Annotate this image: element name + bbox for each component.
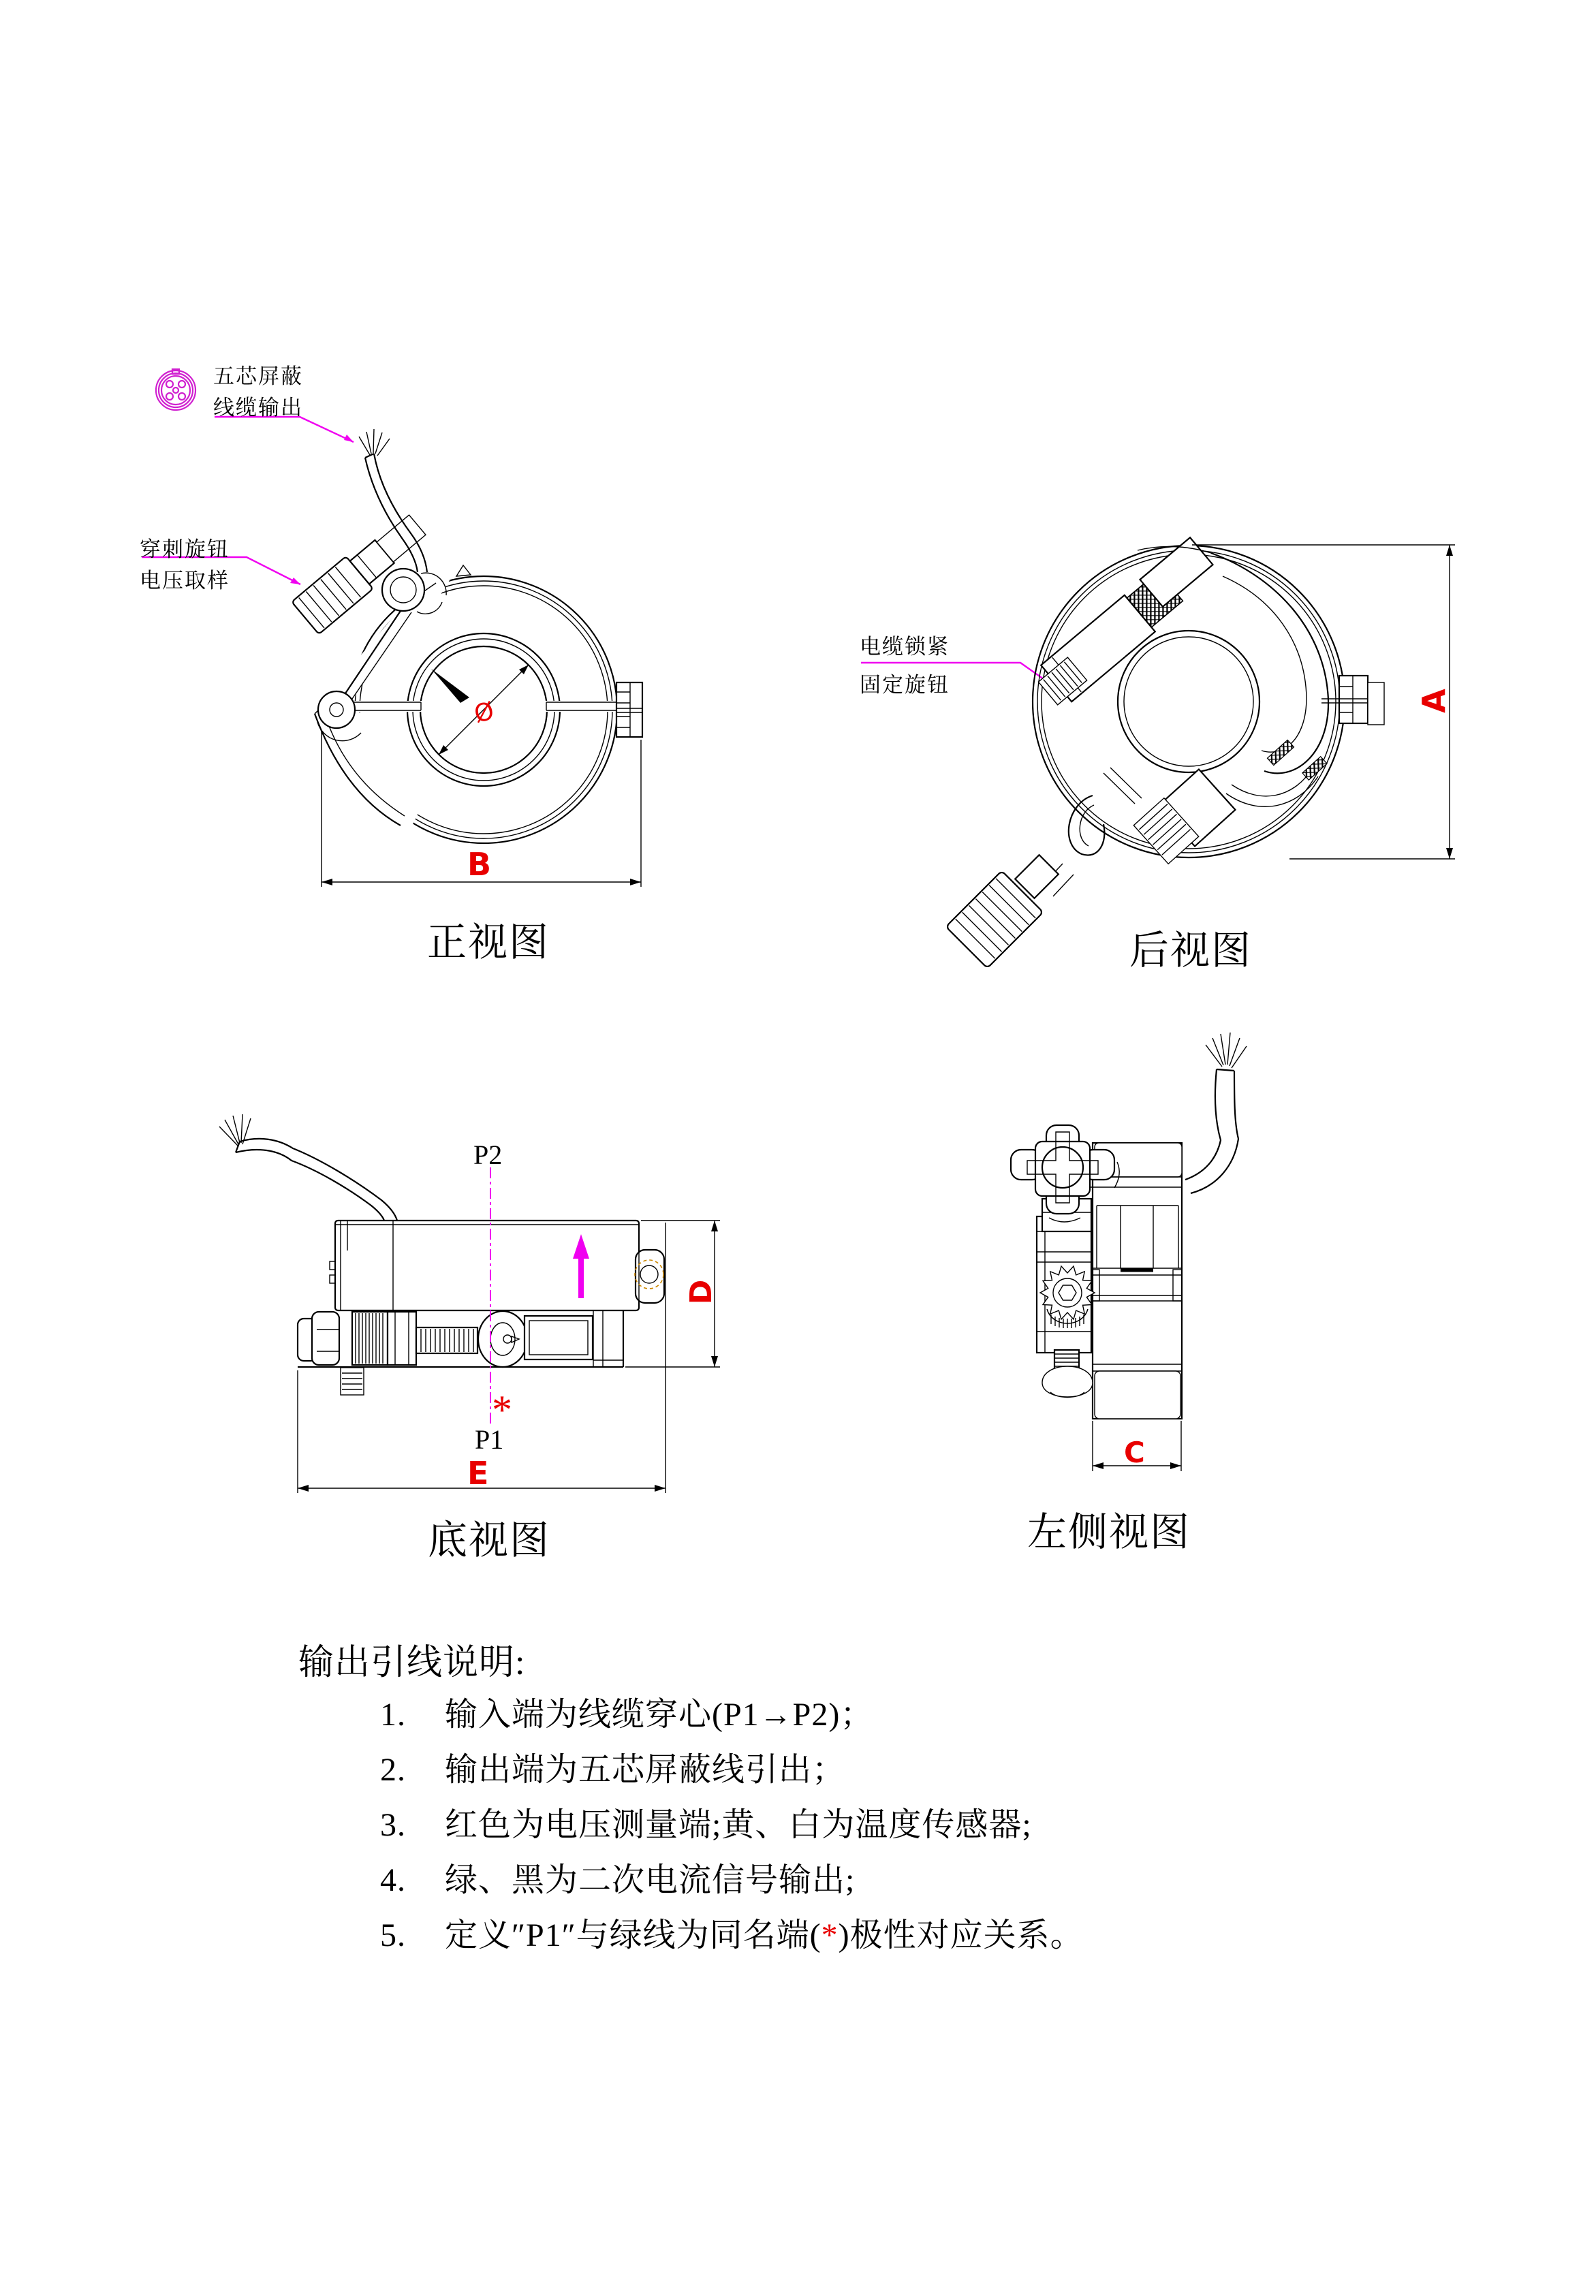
cable-lock-label-line1: 电缆锁紧	[860, 635, 950, 659]
p1-label: P1	[475, 1424, 504, 1455]
note-text: 红色为电压测量端;黄、白为温度传感器;	[445, 1807, 1032, 1843]
note-number: 1.	[380, 1697, 406, 1733]
left-view-title: 左侧视图	[1027, 1510, 1191, 1554]
left-side-view-drawing	[1011, 1033, 1247, 1471]
piercing-knob-label-line1: 穿刺旋钮	[140, 537, 230, 561]
connector-label-line1: 五芯屏蔽	[213, 364, 303, 388]
note-item-1	[380, 1688, 873, 1735]
dimension-label-a: A	[1415, 689, 1452, 713]
note-text: 定义″P1″与绿线为同名端(	[445, 1917, 822, 1953]
note-number: 2.	[380, 1752, 406, 1788]
dimension-label-e: E	[467, 1455, 489, 1492]
note-item-5	[380, 1908, 1084, 1955]
cable-lock-label-line2: 固定旋钮	[860, 673, 950, 697]
note-item-2	[380, 1743, 845, 1790]
diameter-symbol: Ø	[471, 697, 497, 729]
dimension-label-d: D	[684, 1279, 719, 1305]
notes-title: 输出引线说明:	[298, 1644, 526, 1682]
connector-label-line2: 线缆输出	[213, 396, 303, 420]
dimension-label-b: B	[467, 846, 492, 883]
note-number: 3.	[380, 1807, 406, 1843]
note-text: 输出端为五芯屏蔽线引出；	[445, 1752, 846, 1788]
rear-view-title: 后视图	[1129, 928, 1253, 973]
bottom-view-drawing	[219, 1114, 720, 1493]
rear-view-drawing	[946, 537, 1455, 968]
bottom-view-title: 底视图	[428, 1518, 551, 1562]
p2-label: P2	[473, 1139, 503, 1170]
five-core-connector-icon	[156, 369, 195, 410]
note-item-4	[380, 1853, 855, 1900]
dimension-label-c: C	[1124, 1436, 1145, 1469]
front-view-drawing	[292, 429, 642, 887]
note-text: 输入端为线缆穿心(P1→P2)；	[445, 1697, 874, 1733]
note-number: 5.	[380, 1917, 406, 1953]
note-text: 绿、黑为二次电流信号输出;	[445, 1862, 856, 1898]
piercing-knob-label-line2: 电压取样	[140, 569, 230, 593]
note-text-post: )极性对应关系。	[838, 1917, 1084, 1953]
front-view-title: 正视图	[427, 920, 550, 964]
note-number: 4.	[380, 1862, 406, 1898]
polarity-asterisk: *	[492, 1387, 512, 1432]
note-item-3	[380, 1798, 1032, 1845]
note-mark: *	[821, 1917, 839, 1953]
